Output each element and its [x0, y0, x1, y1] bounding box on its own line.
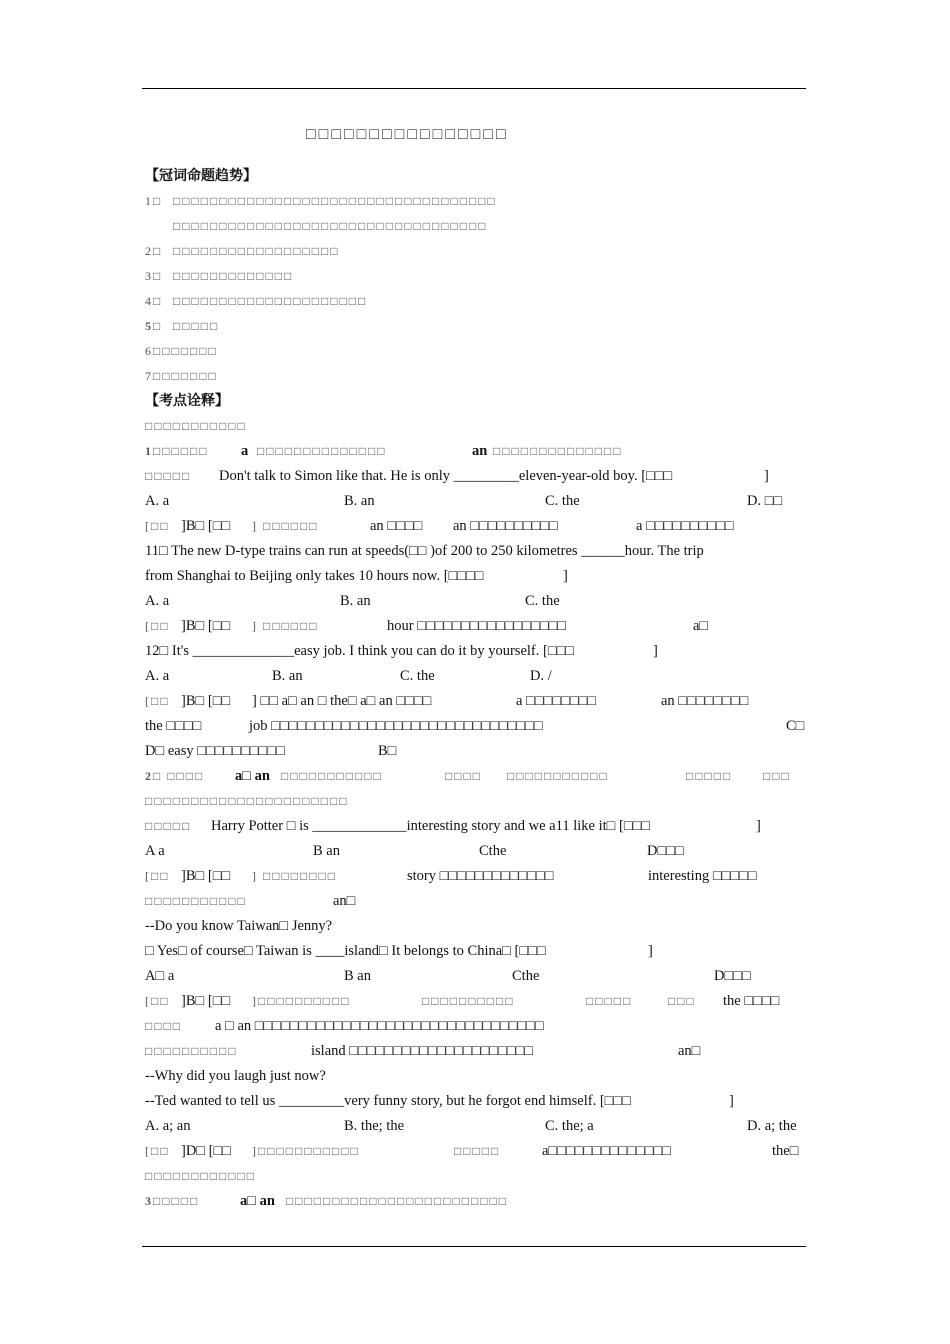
text-segment: an □□□□□□□□ [661, 693, 749, 709]
text-segment: ]D□ [□□ [181, 1143, 232, 1159]
text-segment: a □□□□□□□□□□ [636, 518, 734, 534]
trend-text: □□□□□□□□□□□□□□□□□□□□□□□□□□□□□□□□□□ [173, 219, 488, 233]
text-line [145, 614, 805, 639]
text-segment: B an [344, 968, 371, 984]
trend-item [145, 289, 805, 314]
text-segment: 1□□□□□□ [145, 444, 209, 458]
text-segment: ]B□ [□□ [181, 868, 231, 884]
text-line [145, 1039, 805, 1064]
text-line [145, 964, 805, 989]
text-line [145, 814, 805, 839]
text-line [145, 864, 805, 889]
text-line [145, 514, 805, 539]
text-segment: [□□ [145, 994, 170, 1008]
text-segment: B. the; the [344, 1118, 405, 1134]
text-segment: Harry Potter □ is _____________interesting story and we a11 like it□ [□□□ [211, 818, 651, 834]
text-segment: □□□□□□□□□□□ [145, 419, 247, 433]
text-segment: 2□ □□□□ [145, 769, 205, 783]
text-segment: --Why did you laugh just now? [145, 1068, 326, 1084]
text-segment: [□□ [145, 1144, 170, 1158]
text-segment: A□ a [145, 968, 175, 984]
text-line [145, 1064, 805, 1089]
text-segment: C. the; a [545, 1118, 594, 1134]
text-segment: a□□□□□□□□□□□□□□ [542, 1143, 672, 1159]
text-segment: [□□ [145, 694, 170, 708]
text-segment: B. an [340, 593, 371, 609]
trend-item [145, 214, 805, 239]
text-line [145, 739, 805, 764]
text-segment: a □ an □□□□□□□□□□□□□□□□□□□□□□□□□□□□□□□□□ [215, 1018, 544, 1034]
text-segment: a□ [693, 618, 709, 634]
header-rule [142, 88, 806, 89]
text-segment: □□□□□ [686, 769, 733, 783]
text-segment: D. a; the [747, 1118, 797, 1134]
text-segment: □□□□□□□□□□ [422, 994, 515, 1008]
text-segment: an□ [678, 1043, 701, 1059]
text-line [145, 889, 805, 914]
text-segment: □□□□□ [145, 819, 192, 833]
text-segment: □□□□□□□□□□□□ [145, 1169, 256, 1183]
text-segment: 3□□□□□ [145, 1194, 200, 1208]
trend-item [145, 339, 805, 364]
text-segment: A. a [145, 668, 170, 684]
text-segment: □□□□ [445, 769, 482, 783]
text-segment: D□□□ [647, 843, 684, 859]
text-line [145, 564, 805, 589]
text-segment: [□□ [145, 619, 170, 633]
text-segment: □□□□□□□□□□□□□□□□□□□□□□ [145, 794, 349, 808]
trend-number: 2□ [145, 244, 163, 258]
text-line [145, 589, 805, 614]
explain-body [145, 414, 805, 1214]
text-segment: A. a [145, 493, 170, 509]
text-segment: ]B□ [□□ [181, 693, 231, 709]
text-segment: B□ [378, 743, 397, 759]
text-segment: island □□□□□□□□□□□□□□□□□□□□□ [311, 1043, 534, 1059]
text-segment: --Ted wanted to tell us _________very funny story, but he forgot end himself. [□□□ [145, 1093, 631, 1109]
trend-item [145, 264, 805, 289]
section-heading-trend: 【冠词命题趋势】 [145, 168, 257, 184]
trend-number: 7□□□□□□□ [145, 369, 218, 383]
text-line [145, 939, 805, 964]
text-segment: a□ an [240, 1193, 275, 1209]
text-segment: interesting □□□□□ [648, 868, 757, 884]
text-segment: an □□□□□□□□□□ [453, 518, 558, 534]
text-segment: ]□□□□□□□□□□□ [252, 1144, 360, 1158]
text-segment: hour □□□□□□□□□□□□□□□□□ [387, 618, 567, 634]
text-segment: □□□□□□□□□□□ [281, 769, 383, 783]
text-segment: □□□□□ [145, 469, 192, 483]
text-segment: D□ easy □□□□□□□□□□ [145, 743, 285, 759]
text-segment: C. the [525, 593, 560, 609]
text-line [145, 1164, 805, 1189]
text-segment: Cthe [512, 968, 540, 984]
text-segment: A. a; an [145, 1118, 191, 1134]
text-segment: D□□□ [714, 968, 751, 984]
text-segment: a□ an [235, 768, 270, 784]
trend-number: 1□ [145, 194, 163, 208]
text-segment: an [472, 443, 488, 459]
text-segment: ] [756, 818, 761, 834]
text-line [145, 714, 805, 739]
text-segment: B an [313, 843, 340, 859]
text-line [145, 1089, 805, 1114]
text-line [145, 539, 805, 564]
text-line [145, 764, 805, 789]
text-segment: ]B□ [□□ [181, 993, 231, 1009]
text-line [145, 989, 805, 1014]
text-segment: ] □□ a□ an □ the□ a□ an □□□□ [252, 693, 432, 709]
text-segment: □ Yes□ of course□ Taiwan is ____island□ It belongs to China□ [□□□ [145, 943, 546, 959]
text-segment: □□□□ [145, 1019, 182, 1033]
text-segment: --Do you know Taiwan□ Jenny? [145, 918, 333, 934]
text-segment: ] □□□□□□□□ [252, 869, 337, 883]
trend-item [145, 189, 805, 214]
text-segment: [□□ [145, 519, 170, 533]
trend-text: □□□□□□□□□□□□□ [173, 269, 294, 283]
text-segment: an□ [333, 893, 356, 909]
text-line [145, 489, 805, 514]
text-segment: story □□□□□□□□□□□□□ [407, 868, 554, 884]
text-segment: □□□ [668, 994, 696, 1008]
text-segment: Don't talk to Simon like that. He is only _________eleven-year-old boy. [□□□ [219, 468, 673, 484]
text-segment: ] [648, 943, 653, 959]
text-line [145, 789, 805, 814]
text-segment: □□□□□□□□□□□□□□ [493, 444, 623, 458]
text-segment: the □□□□ [723, 993, 780, 1009]
text-segment: an □□□□ [370, 518, 423, 534]
text-segment: □□□□□□□□□□ [145, 1044, 238, 1058]
page-title: □□□□□□□□□□□□□□□□ [306, 126, 509, 143]
text-line [145, 1114, 805, 1139]
text-segment: D. / [530, 668, 552, 684]
document-body [145, 164, 805, 1214]
text-segment: job □□□□□□□□□□□□□□□□□□□□□□□□□□□□□□□ [249, 718, 543, 734]
text-segment: ]B□ [□□ [181, 518, 231, 534]
text-segment: □□□□□ [454, 1144, 501, 1158]
trend-text: □□□□□ [173, 319, 220, 333]
text-segment: □□□□□□□□□□□ [145, 894, 247, 908]
text-segment: ] [563, 568, 568, 584]
text-segment: ] [729, 1093, 734, 1109]
trend-item [145, 364, 805, 389]
text-segment: the□ [772, 1143, 799, 1159]
text-segment: A. a [145, 593, 170, 609]
trend-text: □□□□□□□□□□□□□□□□□□ [173, 244, 340, 258]
text-segment: ]B□ [□□ [181, 618, 231, 634]
text-segment: 11□ The new D-type trains can run at speeds(□□ )of 200 to 250 kilometres ______hour. The trip [145, 543, 704, 559]
text-segment: B. an [272, 668, 303, 684]
text-segment: a [241, 443, 249, 459]
text-segment: Cthe [479, 843, 507, 859]
text-segment: ] [764, 468, 769, 484]
text-line [145, 639, 805, 664]
trend-list [145, 189, 805, 389]
trend-item [145, 239, 805, 264]
text-segment: C□ [786, 718, 805, 734]
text-segment: B. an [344, 493, 375, 509]
text-segment: D. □□ [747, 493, 783, 509]
text-line [145, 414, 805, 439]
text-segment: the □□□□ [145, 718, 202, 734]
text-segment: □□□□□□□□□□□□□□□□□□□□□□□□ [286, 1194, 508, 1208]
text-segment: ] □□□□□□ [252, 519, 319, 533]
trend-number: 5□ [145, 319, 163, 333]
trend-text: □□□□□□□□□□□□□□□□□□□□□□□□□□□□□□□□□□□ [173, 194, 497, 208]
text-segment: C. the [400, 668, 435, 684]
text-line [145, 1189, 805, 1214]
trend-item [145, 314, 805, 339]
text-segment: C. the [545, 493, 580, 509]
text-segment: from Shanghai to Beijing only takes 10 hours now. [□□□□ [145, 568, 484, 584]
text-segment: [□□ [145, 869, 170, 883]
text-segment: ]□□□□□□□□□□ [252, 994, 351, 1008]
text-segment: a □□□□□□□□ [516, 693, 597, 709]
text-line [145, 914, 805, 939]
text-line [145, 439, 805, 464]
trend-number: 3□ [145, 269, 163, 283]
text-segment: ] □□□□□□ [252, 619, 319, 633]
text-line [145, 1139, 805, 1164]
text-line [145, 664, 805, 689]
trend-text: □□□□□□□□□□□□□□□□□□□□□ [173, 294, 368, 308]
text-segment: A a [145, 843, 165, 859]
text-line [145, 464, 805, 489]
section-heading-explain: 【考点诠释】 [145, 393, 229, 409]
text-line [145, 689, 805, 714]
text-segment: □□□□□□□□□□□□□□ [257, 444, 387, 458]
text-segment: 12□ It's ______________easy job. I think you can do it by yourself. [□□□ [145, 643, 575, 659]
trend-number: 6□□□□□□□ [145, 344, 218, 358]
text-line [145, 839, 805, 864]
text-segment: □□□□□□□□□□□ [507, 769, 609, 783]
text-segment: □□□ [763, 769, 791, 783]
footer-rule [142, 1246, 806, 1247]
text-segment: ] [653, 643, 658, 659]
trend-number: 4□ [145, 294, 163, 308]
text-line [145, 1014, 805, 1039]
text-segment: □□□□□ [586, 994, 633, 1008]
